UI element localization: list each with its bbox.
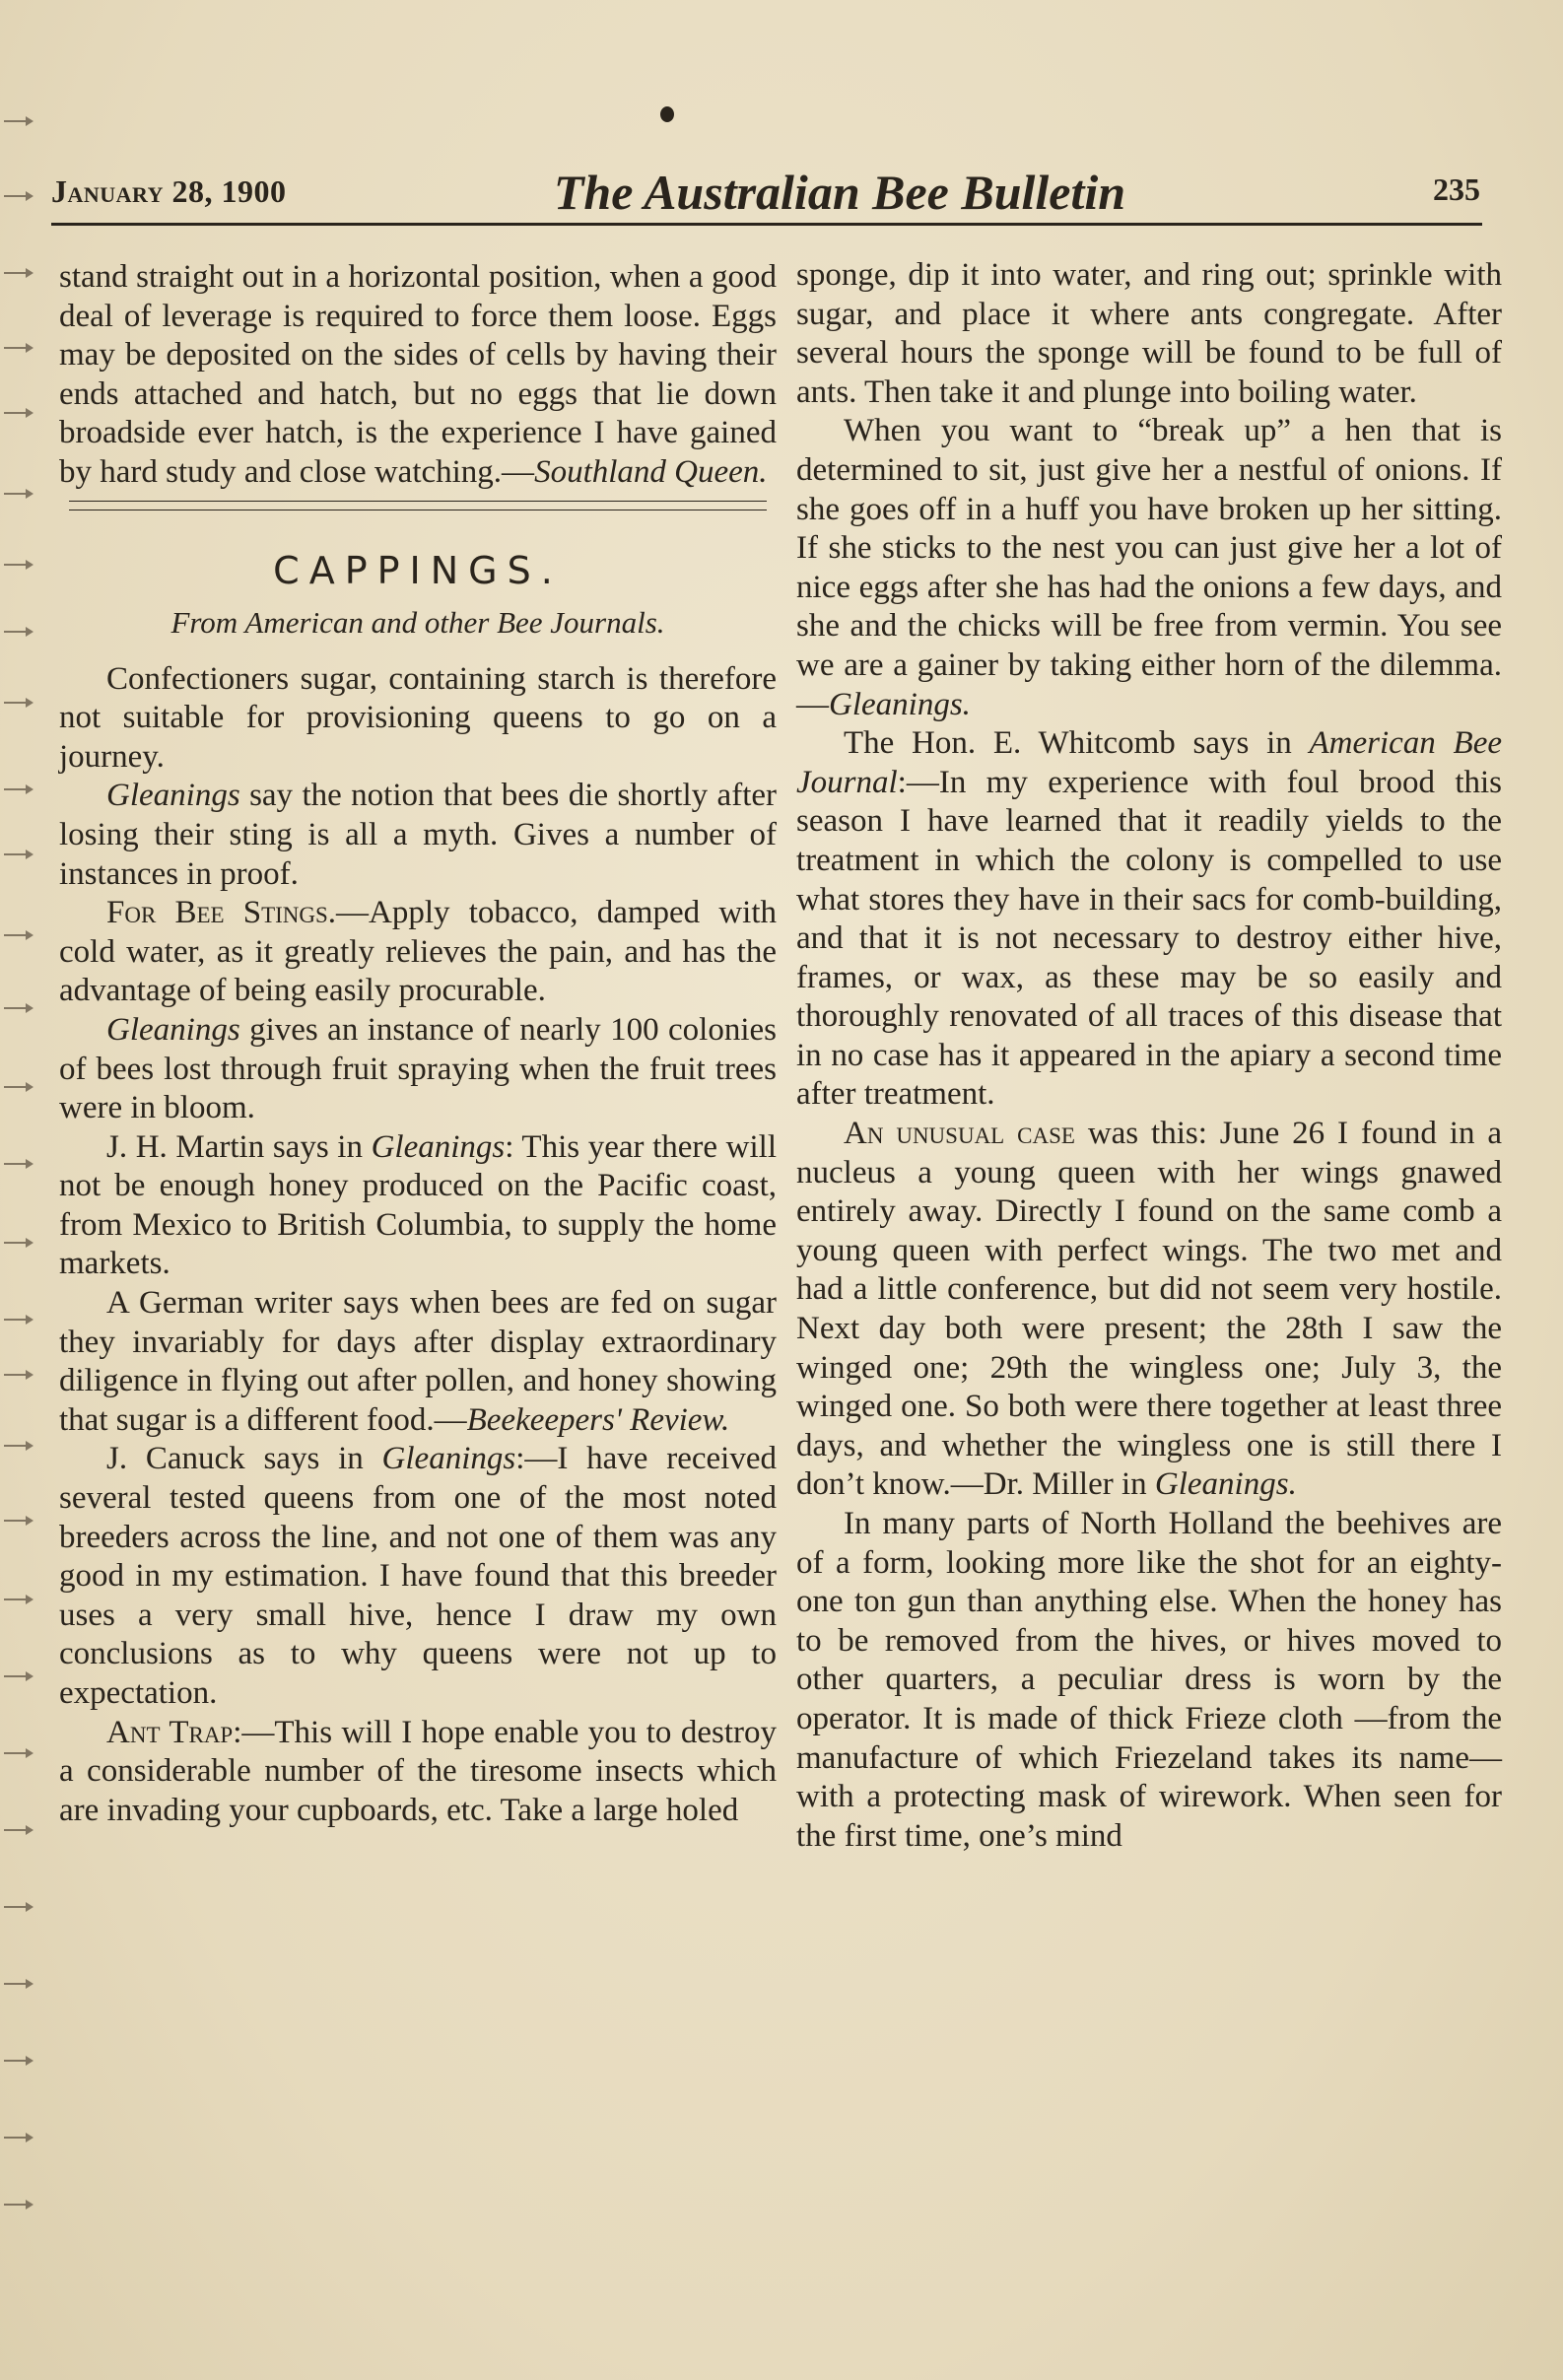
paragraph-ant-trap: Ant Trap:—This will I hope enable you to destroy a considerable number of the tiresome insects which are invading your cupboards, etc. Take a large holed	[59, 1714, 777, 1828]
paragraph-german-writer: A German writer says when bees are fed on sugar they invariably for days after display extraordinary diligence in flying out after pollen, and honey showing that sugar is a different food.—Beekeepers' Review.	[59, 1285, 777, 1438]
paragraph-ant-trap-continued: sponge, dip it into water, and ring out; sprinkle with sugar, and place it where ants congregate. After several hours the sponge will be found to be full of ants. Then take it and plunge into boiling water.	[796, 257, 1502, 410]
paragraph-broody-hen: When you want to “break up” a hen that is determined to sit, just give her a nestful of onions. If she goes off in a huff you have broken up her sitting. If she sticks to the nest you can just give her a lot of nice eggs after she has had the onions a few days, and she and the chicks will be free from vermin. You see we are a gainer by taking either horn of the dilemma.—Gleanings.	[796, 413, 1502, 722]
paragraph-sugar: Confectioners sugar, containing starch is therefore not suitable for provisioning queens to go on a journey.	[59, 660, 777, 775]
header-rule	[51, 223, 1482, 226]
section-divider	[69, 501, 767, 510]
paragraph-martin: J. H. Martin says in Gleanings: This year there will not be enough honey produced on the Pacific coast, from Mexico to British Columbia, to supply the home markets.	[59, 1128, 777, 1282]
paragraph-bee-stings: For Bee Stings.—Apply tobacco, damped with cold water, as it greatly relieves the pain, and has the advantage of being easily procurable.	[59, 895, 777, 1009]
paragraph-unusual-case: An unusual case was this: June 26 I found in a nucleus a young queen with her wings gnawed entirely away. Directly I found on the same comb a young queen with perfect wings. The two met and had a little conference, but did not seem very hostile. Next day both were present; the 28th I saw the winged one; 29th the wingless one; July 3, the winged one. So both were there together at least three days, and whether the wingless one is still there I don’t know.—Dr. Miller in Gleanings.	[796, 1116, 1503, 1503]
journal-title: The Australian Bee Bulletin	[553, 165, 1126, 220]
right-column	[796, 256, 1502, 1856]
paragraph-continued: stand straight out in a horizontal position, when a good deal of leverage is required to force them loose. Eggs may be deposited on the sides of cells by having their ends attached and hatch, but no eggs that lie down broadside ever hatch, is the experience I have gained by hard study and close watching.—Southland Queen.	[59, 259, 777, 490]
section-subtitle: From American and other Bee Journals.	[170, 604, 665, 640]
header-date: January 28, 1900	[51, 173, 287, 209]
section-title: CAPPINGS.	[273, 548, 563, 592]
running-header	[51, 164, 1480, 220]
paragraph-fruit-spraying: Gleanings gives an instance of nearly 100 colonies of bees lost through fruit spraying when the fruit trees were in bloom.	[59, 1011, 777, 1126]
paragraph-north-holland: In many parts of North Holland the beehives are of a form, looking more like the shot for an eighty-one ton gun than anything else. When the honey has to be removed from the hives, or hives moved to other quarters, a peculiar dress is worn by the operator. It is made of thick Frieze cloth —from the manufacture of which Friezeland takes its name—with a protecting mask of wirework. When seen for the first time, one’s mind	[796, 1506, 1502, 1854]
ink-blot	[660, 106, 674, 122]
left-column	[59, 258, 777, 1830]
paragraph-canuck: J. Canuck says in Gleanings:—I have received several tested queens from one of the most noted breeders across the line, and not one of them was any good in my estimation. I have found that this breeder uses a very small hive, hence I draw my own conclusions as to why queens were not up to expectation.	[59, 1441, 777, 1711]
page-number: 235	[1433, 171, 1480, 207]
source-attribution: Southland Queen.	[534, 453, 768, 490]
margin-marks	[0, 0, 39, 2380]
paragraph-stings-myth: Gleanings say the notion that bees die shortly after losing their sting is all a myth. Gives a number of instances in proof.	[59, 778, 777, 892]
paragraph-whitcomb: The Hon. E. Whitcomb says in American Bee Journal:—In my experience with foul brood this season I have learned that it readily yields to the treatment in which the colony is compelled to use what stores they have in their sacs for comb-building, and that it is not necessary to destroy either hive, frames, or wax, as these may be so easily and thoroughly renovated of all traces of this disease that in no case has it appeared in the apiary a second time after treatment.	[796, 725, 1502, 1113]
